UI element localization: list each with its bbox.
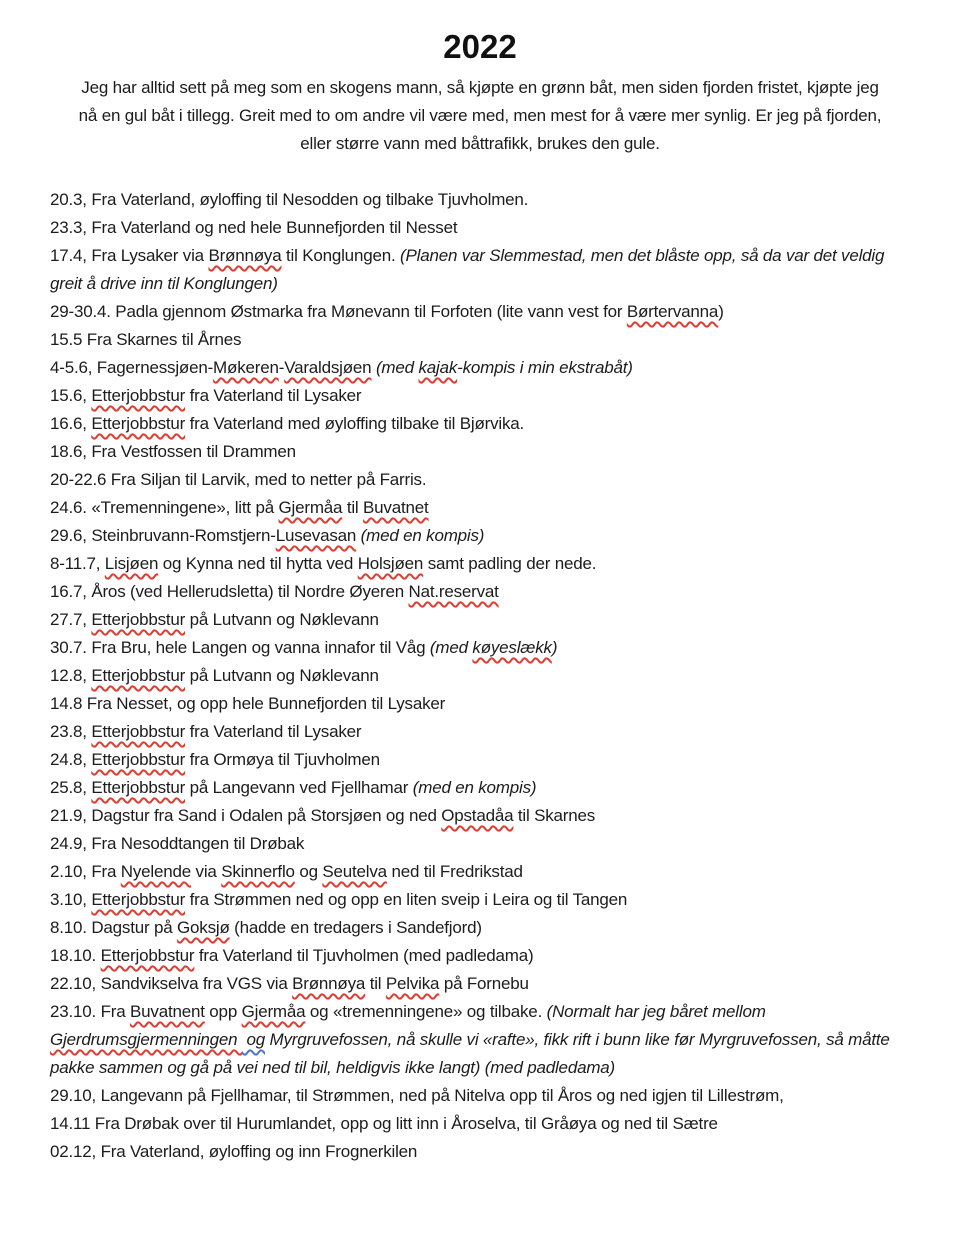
trip-entry	[50, 606, 910, 634]
misspelled-word: køyeslækk	[472, 638, 552, 657]
trip-entry	[50, 718, 910, 746]
text-segment: 24.9, Fra Nesoddtangen til Drøbak	[50, 834, 305, 853]
text-segment: 8-11.7,	[50, 554, 105, 573]
text-segment: opp	[204, 1002, 242, 1021]
text-segment: 02.12, Fra Vaterland, øyloffing og inn Frognerkilen	[50, 1142, 418, 1161]
misspelled-word: Møkeren	[213, 358, 279, 377]
italic-note: (med en kompis)	[360, 526, 485, 545]
text-segment: 21.9, Dagstur fra Sand i Odalen på Storsjøen og ned	[50, 806, 442, 825]
text-segment: til	[342, 498, 364, 517]
text-segment: 20.3, Fra Vaterland, øyloffing til Nesodden og tilbake Tjuvholmen.	[50, 190, 529, 209]
grammar-flagged-word: og	[241, 1030, 265, 1049]
trip-entry	[50, 438, 910, 466]
text-segment: ned til Fredrikstad	[386, 862, 523, 881]
text-segment: 20-22.6 Fra Siljan til Larvik, med to netter på Farris.	[50, 470, 427, 489]
page-title: 2022	[443, 28, 517, 65]
text-segment: fra Vaterland til Lysaker	[185, 722, 362, 741]
text-segment: samt padling der nede.	[423, 554, 597, 573]
text-segment: 14.8 Fra Nesset, og opp hele Bunnefjorden til Lysaker	[50, 694, 446, 713]
trip-entry	[50, 858, 910, 886]
text-segment: 12.8,	[50, 666, 92, 685]
trip-entry	[50, 298, 910, 326]
intro-paragraph: Jeg har alltid sett på meg som en skogens mann, så kjøpte en grønn båt, men siden fjorden fristet, kjøpte jeg nå en gul båt i tillegg. Greit med to om andre vil være med, men mest for å være mer synlig. Er jeg på fjorden, eller større vann med båttrafikk, brukes den gule.	[78, 78, 882, 153]
trip-entry	[50, 830, 910, 858]
trip-entry	[50, 914, 910, 942]
text-segment: fra Vaterland til Lysaker	[185, 386, 362, 405]
misspelled-word: Etterjobbstur	[91, 722, 186, 741]
misspelled-word: Etterjobbstur	[91, 414, 186, 433]
text-segment: 29-30.4. Padla gjennom Østmarka fra Mønevann til Forfoten (lite vann vest for	[50, 302, 627, 321]
trip-entry	[50, 1110, 910, 1138]
text-segment: 30.7. Fra Bru, hele Langen og vanna innafor til Våg	[50, 638, 430, 657]
text-segment: og «tremenningene» og tilbake.	[305, 1002, 547, 1021]
text-segment: )	[718, 302, 724, 321]
text-segment: fra Vaterland til Tjuvholmen (med padledama)	[194, 946, 534, 965]
misspelled-word: Holsjøen	[357, 554, 424, 573]
text-segment: 3.10,	[50, 890, 92, 909]
text-segment: 23.8,	[50, 722, 92, 741]
trip-entry	[50, 382, 910, 410]
trip-entry	[50, 886, 910, 914]
misspelled-word: Etterjobbstur	[91, 386, 186, 405]
text-segment: på Langevann ved Fjellhamar	[185, 778, 413, 797]
trip-entry	[50, 578, 910, 606]
text-segment: 23.3, Fra Vaterland og ned hele Bunnefjorden til Nesset	[50, 218, 458, 237]
text-segment: (hadde en tredagers i Sandefjord)	[229, 918, 482, 937]
text-segment: 29.6, Steinbruvann-Romstjern-	[50, 526, 276, 545]
misspelled-word: Buvatnet	[363, 498, 429, 517]
trip-entry	[50, 522, 910, 550]
text-segment: via	[191, 862, 222, 881]
text-segment: fra Strømmen ned og opp en liten sveip i Leira og til Tangen	[185, 890, 628, 909]
text-segment: 8.10. Dagstur på	[50, 918, 178, 937]
misspelled-word: Etterjobbstur	[91, 610, 186, 629]
misspelled-word: Lisjøen	[104, 554, 159, 573]
trip-entry	[50, 746, 910, 774]
italic-note: )	[551, 638, 558, 657]
text-segment: 15.5 Fra Skarnes til Årnes	[50, 330, 242, 349]
text-segment: 22.10, Sandvikselva fra VGS via	[50, 974, 293, 993]
text-segment: 27.7,	[50, 610, 92, 629]
italic-note: -kompis i min ekstrabåt)	[457, 358, 633, 377]
trip-entry	[50, 942, 910, 970]
text-segment: fra Vaterland med øyloffing tilbake til Bjørvika.	[185, 414, 525, 433]
trip-entry	[50, 242, 910, 298]
misspelled-word: Pelvika	[385, 974, 440, 993]
misspelled-word: Etterjobbstur	[91, 890, 186, 909]
text-segment: 17.4, Fra Lysaker via	[50, 246, 209, 265]
misspelled-word: Skinnerflo	[221, 862, 295, 881]
misspelled-word: Varaldsjøen	[284, 358, 372, 377]
trip-entry	[50, 1082, 910, 1110]
misspelled-word: Opstadåa	[441, 806, 514, 825]
text-segment: og Kynna ned til hytta ved	[158, 554, 358, 573]
misspelled-word: Brønnøya	[292, 974, 366, 993]
trip-entry	[50, 970, 910, 998]
text-segment: til	[365, 974, 386, 993]
misspelled-word: Børtervanna	[626, 302, 719, 321]
italic-note: (Normalt har jeg båret mellom	[546, 1002, 766, 1021]
text-segment: 2.10, Fra	[50, 862, 121, 881]
trip-entry	[50, 550, 910, 578]
misspelled-word: kajak	[418, 358, 458, 377]
text-segment: til Skarnes	[513, 806, 596, 825]
text-segment: til Konglungen.	[281, 246, 401, 265]
italic-note: (med	[375, 358, 419, 377]
misspelled-word: Gjermåa	[278, 498, 343, 517]
misspelled-word: Nyelende	[120, 862, 191, 881]
trip-entry	[50, 466, 910, 494]
text-segment: 29.10, Langevann på Fjellhamar, til Strømmen, ned på Nitelva opp til Åros og ned igjen til Lillestrøm,	[50, 1086, 784, 1105]
trip-entry	[50, 410, 910, 438]
text-segment: 18.6, Fra Vestfossen til Drammen	[50, 442, 296, 461]
text-segment: 18.10.	[50, 946, 101, 965]
misspelled-word: Etterjobbstur	[91, 750, 186, 769]
text-segment: 16.7, Åros (ved Hellerudsletta) til Nordre Øyeren	[50, 582, 409, 601]
misspelled-word: Nat.reservat	[408, 582, 499, 601]
misspelled-word: Etterjobbstur	[91, 666, 186, 685]
misspelled-word: Goksjø	[177, 918, 230, 937]
trip-entry	[50, 494, 910, 522]
text-segment: 16.6,	[50, 414, 92, 433]
text-segment: 15.6,	[50, 386, 92, 405]
italic-note: (med en kompis)	[412, 778, 537, 797]
trip-entry	[50, 998, 910, 1082]
trip-entry	[50, 802, 910, 830]
italic-note: Myrgruvefossen, nå skulle vi «rafte», fikk rift i bunn like før Myrgruvefossen, så måtte pakke sammen og gå på vei ned til bil, heldigvis ikke langt) (med padledama)	[50, 1030, 890, 1077]
text-segment: på Fornebu	[439, 974, 529, 993]
trip-entry	[50, 634, 910, 662]
misspelled-word: Etterjobbstur	[100, 946, 195, 965]
text-segment: på Lutvann og Nøklevann	[185, 666, 379, 685]
text-segment: 14.11 Fra Drøbak over til Hurumlandet, opp og litt inn i Åroselva, til Gråøya og ned til Sætre	[50, 1114, 718, 1133]
text-segment: på Lutvann og Nøklevann	[185, 610, 379, 629]
text-segment: 4-5.6, Fagernessjøen-	[50, 358, 214, 377]
misspelled-word: Brønnøya	[208, 246, 282, 265]
misspelled-word: Gjermåa	[241, 1002, 306, 1021]
trip-entry	[50, 774, 910, 802]
trip-entry	[50, 214, 910, 242]
misspelled-word: Seutelva	[322, 862, 387, 881]
italic-note: (med	[429, 638, 473, 657]
trip-entry	[50, 186, 910, 214]
italic-note: (Planen var Slemmestad, men det blåste opp, så da var det veldig greit å drive inn til Konglungen)	[50, 246, 885, 293]
misspelled-word: Buvatnent	[130, 1002, 205, 1021]
trip-entry	[50, 662, 910, 690]
trip-entry	[50, 354, 910, 382]
text-segment: fra Ormøya til Tjuvholmen	[185, 750, 380, 769]
text-segment: -	[278, 358, 285, 377]
trip-entry	[50, 690, 910, 718]
trip-entry	[50, 326, 910, 354]
text-segment: 24.8,	[50, 750, 92, 769]
text-segment: 24.6. «Tremenningene», litt på	[50, 498, 279, 517]
misspelled-word: Gjerdrumsgjermenningen	[50, 1030, 242, 1049]
text-segment: 25.8,	[50, 778, 92, 797]
text-segment: og	[294, 862, 323, 881]
text-segment: 23.10. Fra	[50, 1002, 131, 1021]
trip-list	[50, 186, 910, 1166]
misspelled-word: Etterjobbstur	[91, 778, 186, 797]
misspelled-word: Lusevasan	[275, 526, 357, 545]
trip-entry	[50, 1138, 910, 1166]
